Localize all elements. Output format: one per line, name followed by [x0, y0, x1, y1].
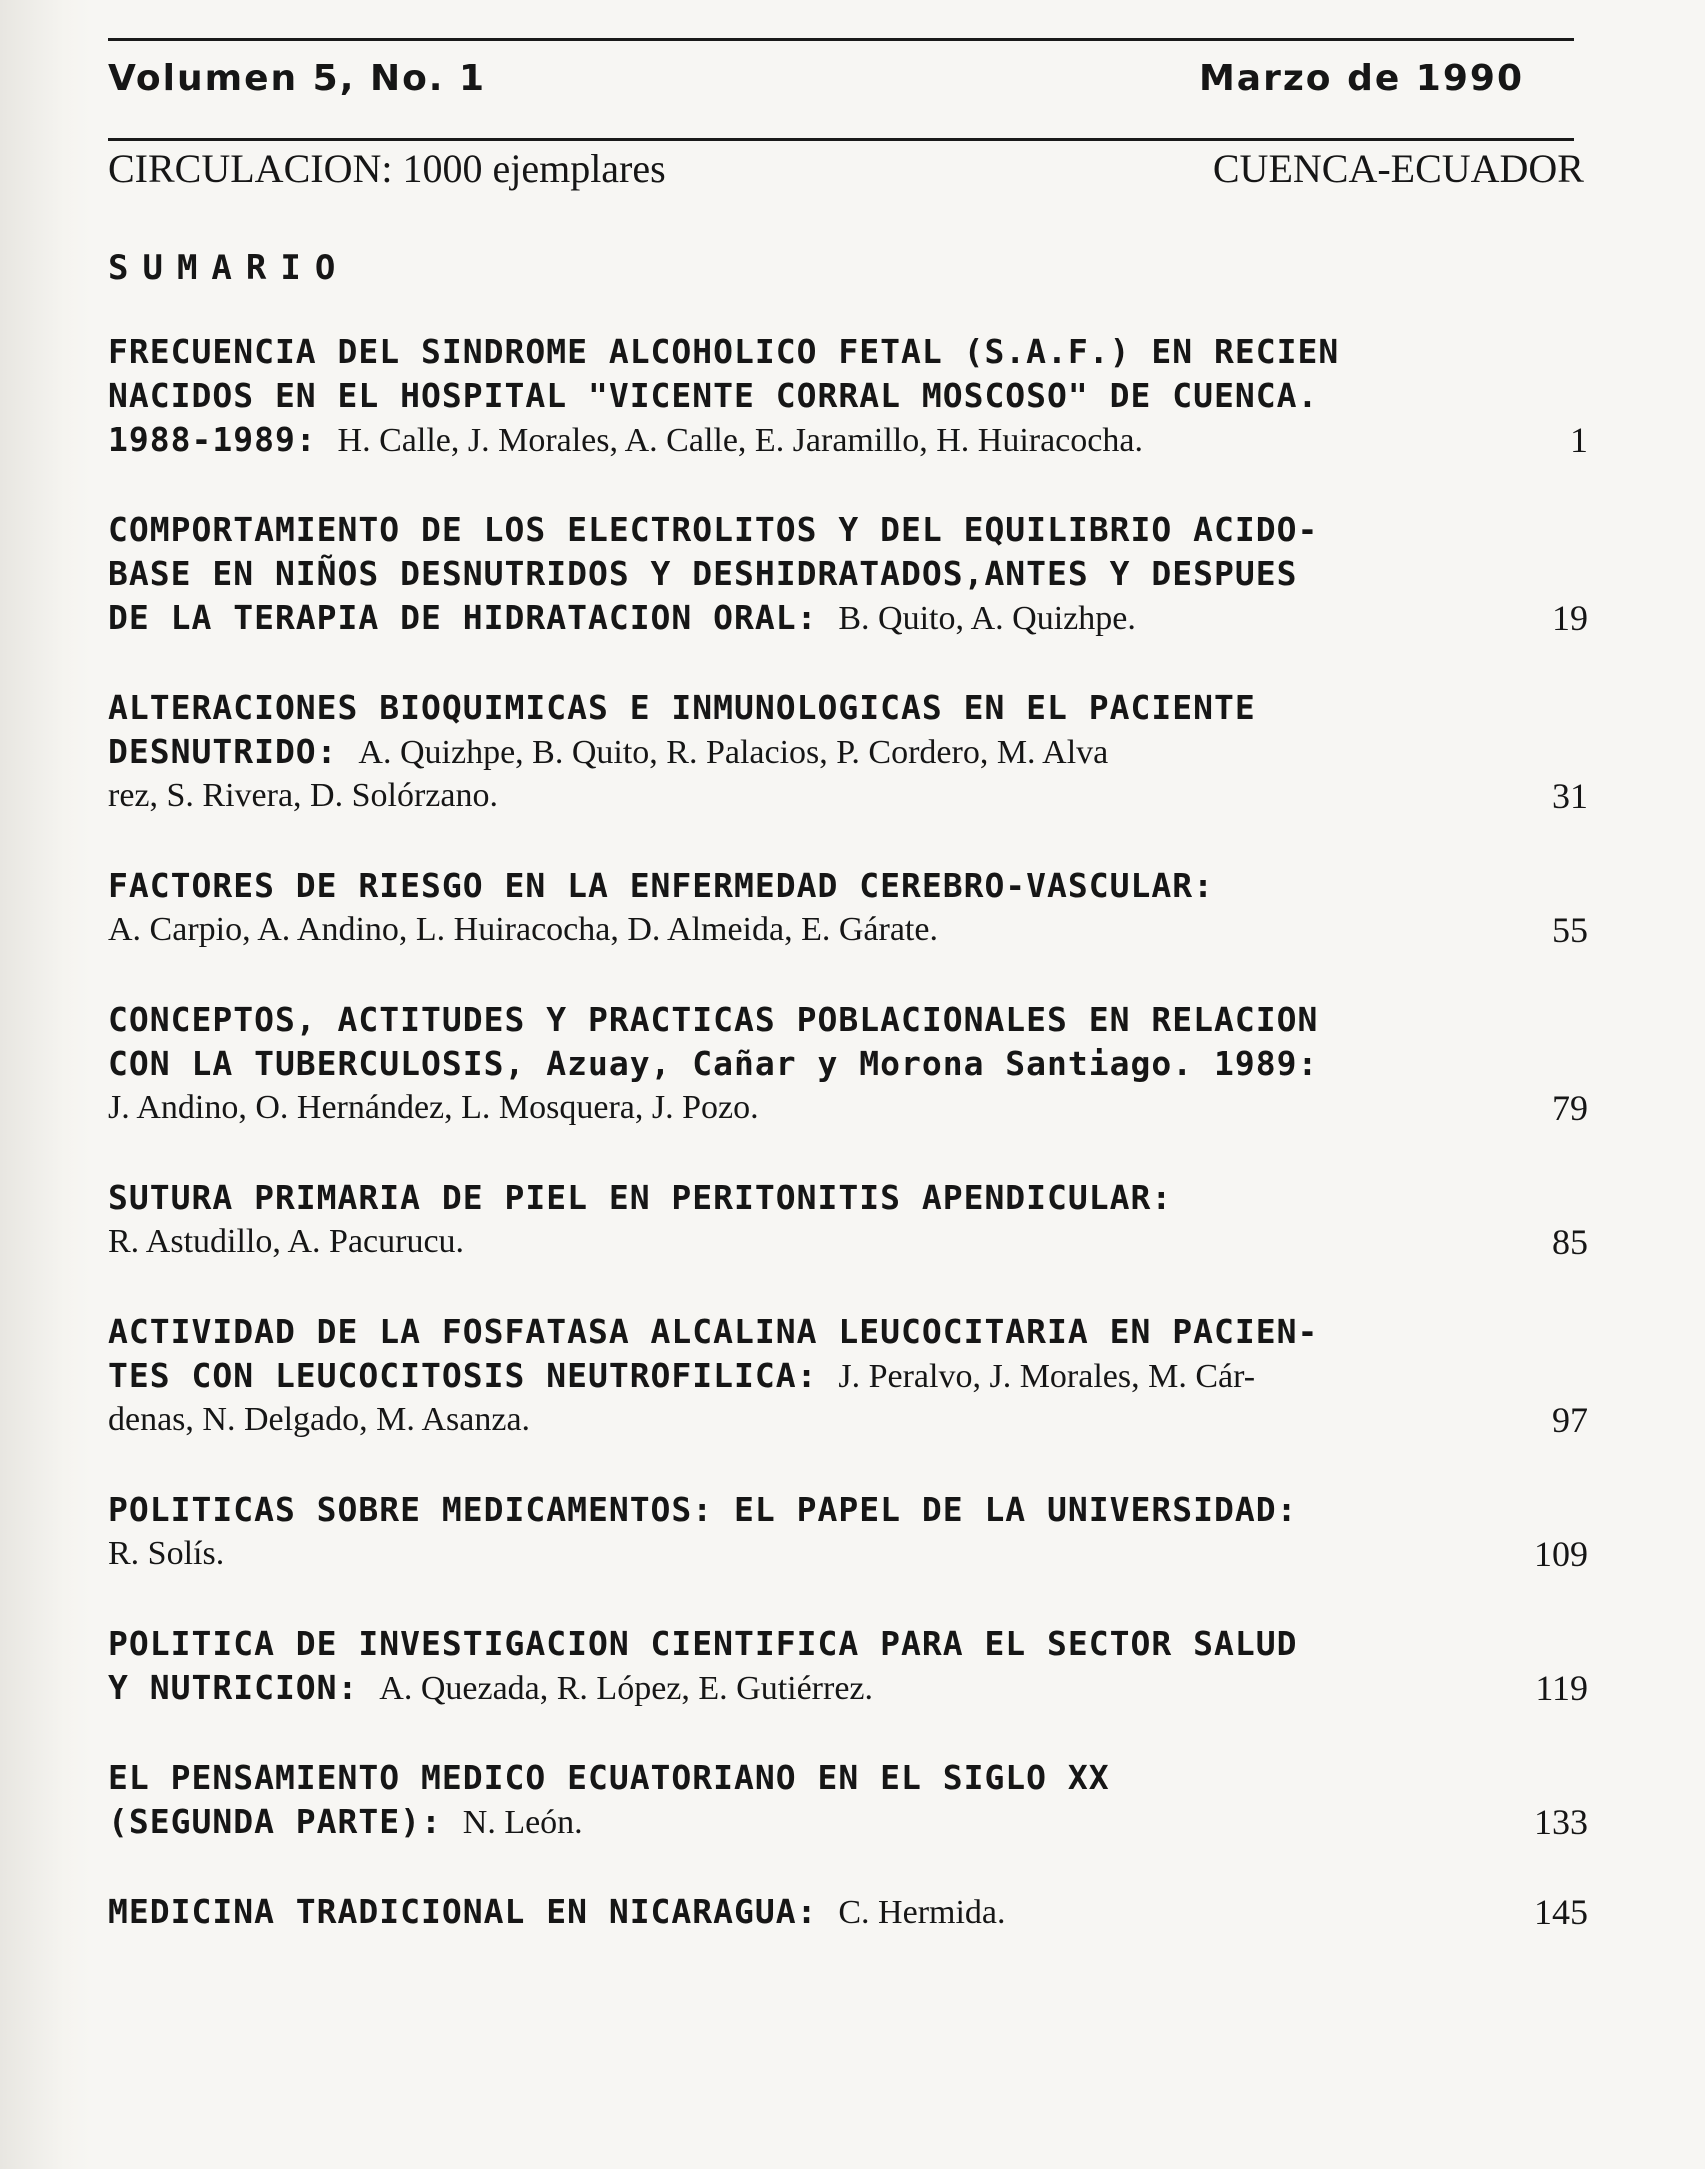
- article-title: ACTIVIDAD DE LA FOSFATASA ALCALINA LEUCOCITARIA EN PACIEN-: [108, 1312, 1319, 1351]
- toc-entry: [108, 1622, 1588, 1710]
- article-title: EL PENSAMIENTO MEDICO ECUATORIANO EN EL SIGLO XX: [108, 1758, 1110, 1797]
- article-authors: J. Peralvo, J. Morales, M. Cár-: [838, 1358, 1256, 1395]
- toc-entry: [108, 1176, 1588, 1264]
- article-authors: denas, N. Delgado, M. Asanza.: [108, 1401, 531, 1438]
- article-authors: R. Astudillo, A. Pacurucu.: [108, 1223, 465, 1260]
- toc-entry: [108, 1890, 1588, 1934]
- toc-entry-line: [108, 1398, 1588, 1442]
- toc-entry-line: [108, 908, 1588, 952]
- page-number: 31: [1552, 776, 1588, 816]
- toc-entry-line: [108, 552, 1588, 596]
- toc-heading: SUMARIO: [108, 248, 350, 288]
- article-title: ALTERACIONES BIOQUIMICAS E INMUNOLOGICAS EN EL PACIENTE: [108, 688, 1256, 727]
- page-number: 79: [1552, 1088, 1588, 1128]
- toc-entry: [108, 1310, 1588, 1442]
- toc-entry: [108, 508, 1588, 640]
- article-title: CON LA TUBERCULOSIS, Azuay, Cañar y Morona Santiago. 1989:: [108, 1044, 1319, 1083]
- article-authors: R. Solís.: [108, 1535, 225, 1572]
- page-gutter-shadow: [0, 0, 92, 2169]
- article-title: COMPORTAMIENTO DE LOS ELECTROLITOS Y DEL EQUILIBRIO ACIDO-: [108, 510, 1319, 549]
- article-authors: A. Carpio, A. Andino, L. Huiracocha, D. Almeida, E. Gárate.: [108, 911, 938, 948]
- toc-entry-line: [108, 730, 1588, 774]
- article-authors: J. Andino, O. Hernández, L. Mosquera, J. Pozo.: [108, 1089, 759, 1126]
- toc-entry-line: [108, 1042, 1588, 1086]
- location-text: CUENCA-ECUADOR: [1212, 146, 1584, 191]
- page-number: 119: [1535, 1668, 1588, 1708]
- article-title: POLITICA DE INVESTIGACION CIENTIFICA PARA EL SECTOR SALUD: [108, 1624, 1298, 1663]
- toc-entry-line: [108, 1622, 1588, 1666]
- middle-rule: [108, 138, 1574, 141]
- toc-entry: [108, 998, 1588, 1130]
- page-number: 55: [1552, 910, 1588, 950]
- page-number: 109: [1534, 1534, 1588, 1574]
- article-title: MEDICINA TRADICIONAL EN NICARAGUA:: [108, 1892, 839, 1931]
- toc-entry: [108, 1756, 1588, 1844]
- toc-entry-line: [108, 1666, 1588, 1710]
- toc-entry-line: [108, 998, 1588, 1042]
- article-title: 1988-1989:: [108, 420, 338, 459]
- toc-entry-line: [108, 1532, 1588, 1576]
- article-title: CONCEPTOS, ACTITUDES Y PRACTICAS POBLACIONALES EN RELACION: [108, 1000, 1319, 1039]
- toc-entry-line: [108, 1800, 1588, 1844]
- toc-entry-line: [108, 686, 1588, 730]
- toc-entry-line: [108, 508, 1588, 552]
- article-authors: A. Quizhpe, B. Quito, R. Palacios, P. Cordero, M. Alva: [358, 734, 1109, 771]
- issue-date: Marzo de 1990: [1198, 58, 1524, 99]
- article-authors: rez, S. Rivera, D. Solórzano.: [108, 777, 498, 814]
- toc-entry-line: [108, 1890, 1588, 1934]
- top-rule: [108, 38, 1574, 41]
- article-title: DESNUTRIDO:: [108, 732, 359, 771]
- article-title: TES CON LEUCOCITOSIS NEUTROFILICA:: [108, 1356, 839, 1395]
- article-authors: A. Quezada, R. López, E. Gutiérrez.: [379, 1670, 874, 1707]
- toc-entry-line: [108, 864, 1588, 908]
- toc-list: [108, 330, 1588, 1980]
- article-authors: H. Calle, J. Morales, A. Calle, E. Jaramillo, H. Huiracocha.: [337, 422, 1143, 459]
- toc-entry-line: [108, 1220, 1588, 1264]
- toc-entry-line: [108, 774, 1588, 818]
- page-number: 85: [1552, 1222, 1588, 1262]
- volume-number: Volumen 5, No. 1: [108, 58, 487, 99]
- toc-entry: [108, 330, 1588, 462]
- article-authors: B. Quito, A. Quizhpe.: [838, 600, 1136, 637]
- toc-entry-line: [108, 1176, 1588, 1220]
- page-number: 145: [1534, 1892, 1588, 1932]
- article-title: POLITICAS SOBRE MEDICAMENTOS: EL PAPEL DE LA UNIVERSIDAD:: [108, 1490, 1298, 1529]
- toc-entry-line: [108, 330, 1588, 374]
- masthead-row: [108, 58, 1574, 99]
- article-title: (SEGUNDA PARTE):: [108, 1802, 463, 1841]
- circulation-text: CIRCULACION: 1000 ejemplares: [108, 146, 666, 191]
- article-title: FRECUENCIA DEL SINDROME ALCOHOLICO FETAL (S.A.F.) EN RECIEN: [108, 332, 1340, 371]
- toc-entry-line: [108, 374, 1588, 418]
- toc-entry-line: [108, 1310, 1588, 1354]
- article-title: FACTORES DE RIESGO EN LA ENFERMEDAD CEREBRO-VASCULAR:: [108, 866, 1214, 905]
- toc-entry-line: [108, 1488, 1588, 1532]
- article-authors: C. Hermida.: [838, 1894, 1006, 1931]
- page-number: 133: [1534, 1802, 1588, 1842]
- page-number: 19: [1552, 598, 1588, 638]
- article-authors: N. León.: [462, 1804, 583, 1841]
- toc-entry-line: [108, 596, 1588, 640]
- toc-entry: [108, 686, 1588, 818]
- page-number: 1: [1570, 420, 1588, 460]
- toc-entry-line: [108, 1354, 1588, 1398]
- article-title: NACIDOS EN EL HOSPITAL "VICENTE CORRAL MOSCOSO" DE CUENCA.: [108, 376, 1319, 415]
- toc-entry: [108, 864, 1588, 952]
- toc-entry: [108, 1488, 1588, 1576]
- toc-entry-line: [108, 1756, 1588, 1800]
- article-title: BASE EN NIÑOS DESNUTRIDOS Y DESHIDRATADOS,ANTES Y DESPUES: [108, 554, 1298, 593]
- toc-entry-line: [108, 418, 1588, 462]
- page-number: 97: [1552, 1400, 1588, 1440]
- toc-entry-line: [108, 1086, 1588, 1130]
- article-title: DE LA TERAPIA DE HIDRATACION ORAL:: [108, 598, 839, 637]
- article-title: Y NUTRICION:: [108, 1668, 380, 1707]
- circulation-row: [108, 145, 1584, 192]
- article-title: SUTURA PRIMARIA DE PIEL EN PERITONITIS APENDICULAR:: [108, 1178, 1173, 1217]
